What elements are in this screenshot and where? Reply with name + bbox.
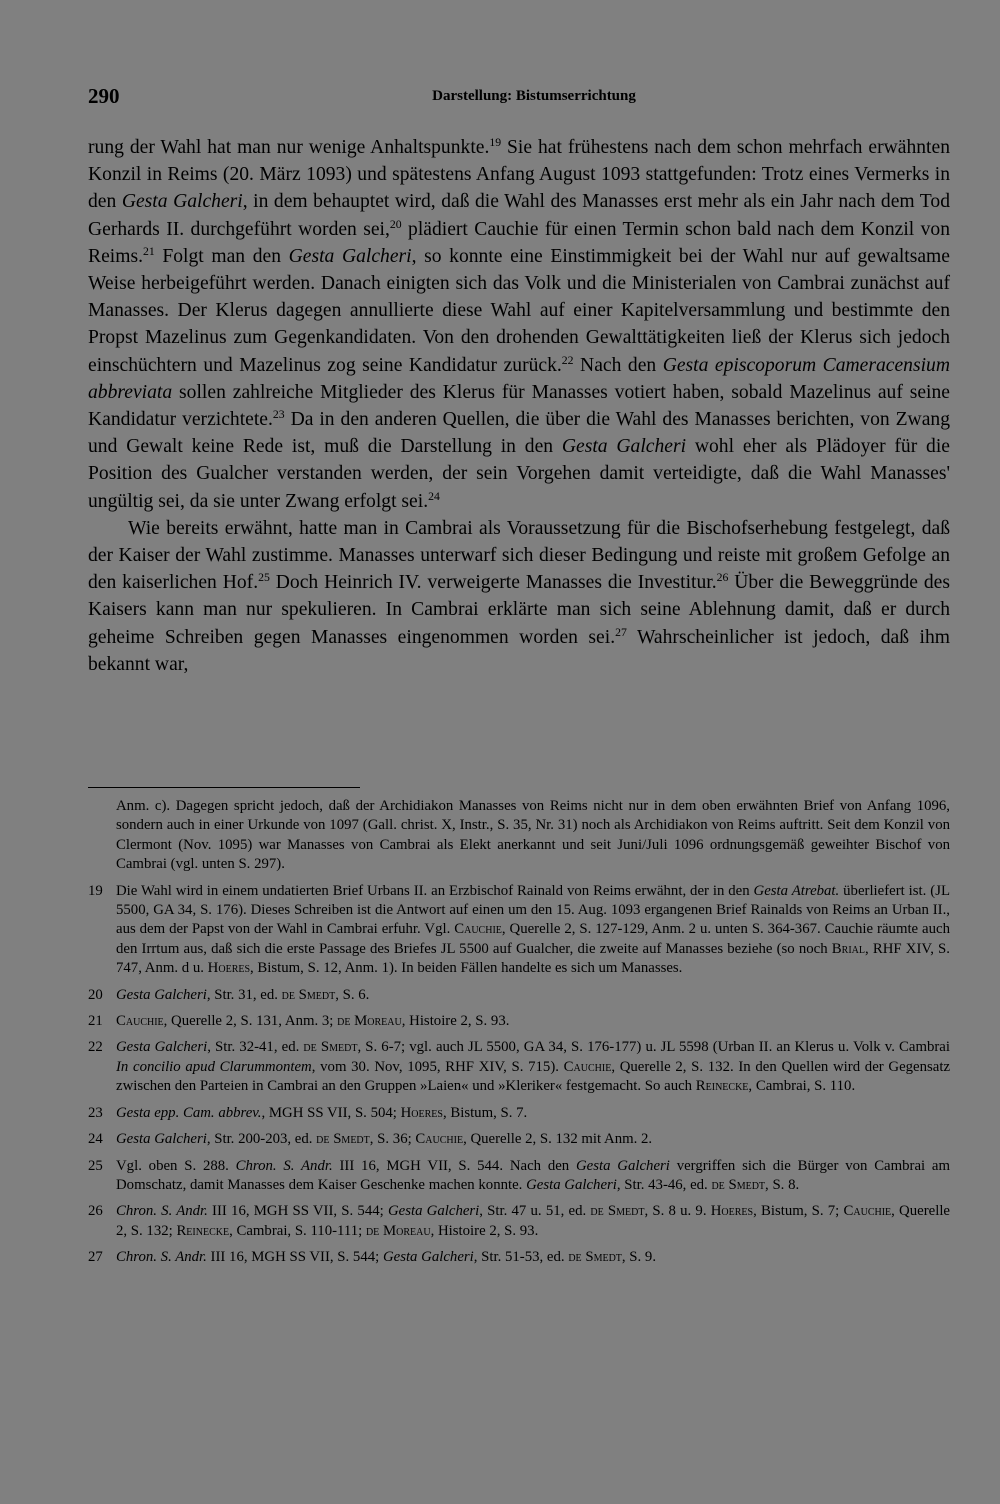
footnote-ref: 24 [428,489,440,503]
text-run: Folgt man den [154,245,289,267]
footnote-ref: 27 [615,625,627,639]
text-run: Sie hat frühestens nach dem schon mehrfach erwähnten Konzil in Reims (20. März 1093) und spätestens Anfang August 1093 stattgefunden: Trotz eines Vermerks in den [88,137,950,213]
paragraph [88,515,950,678]
footnote-25: 25 Vgl. oben S. 288. Chron. S. Andr. III 16, MGH VII, S. 544. Nach den Gesta Galcheri vergriffen sich die Bürger von Cambrai am Domschatz, damit Manasses dem Kaiser Geschenke machen konnte. Gesta Galcheri, Str. 43-46, ed. de Smedt, S. 8. [88,1157,951,1193]
text-run: plädiert Cauchie für einen Termin schon bald nach dem Konzil von Reims. [88,218,950,267]
text-run: rung der Wahl hat man nur wenige Anhaltspunkte. [88,137,490,158]
text-run: , so konnte eine Einstimmigkeit bei der Wahl nur auf gewaltsame Weise herbeigeführt werden. Danach einigten sich das Volk und die Ministerialen von Cambrai zunächst auf Manasses. Der Klerus dagegen annullierte diese Wahl auf einer Kapitelversammlung und bestimmte den Propst Mazelinus zum Gegenkandidaten. Von den drohenden Gewalttätigkeiten ließ der Klerus sich jedoch einschüchtern und Mazelinus zog seine Kandidatur zurück. [88,245,950,376]
text-run: Über die Beweggründe des Kaisers kann man nur spekulieren. In Cambrai erklärte man sich seine Ablehnung damit, daß er durch geheime Schreiben gegen Manasses eingenommen worden sei. [88,572,950,648]
footnote-number: 24 [88,1131,103,1148]
footnote-21: 21 Cauchie, Querelle 2, S. 131, Anm. 3; de Moreau, Histoire 2, S. 93. [88,1012,950,1031]
footnote-ref: 23 [272,407,285,421]
footnote-ref: 20 [389,217,402,231]
running-title: Darstellung: Bistumserrichtung [432,88,636,104]
italic-title: Gesta Galcheri [121,191,243,213]
footnote-number: 20 [88,986,103,1003]
footnote-22: 22 Gesta Galcheri, Str. 32-41, ed. de Smedt, S. 6-7; vgl. auch JL 5500, GA 34, S. 176-177) u. JL 5598 (Urban II. an Klerus u. Volk v. Cambrai In concilio apud Clarummontem, vom 30. Nov, 1095, RHF XIV, S. 715). Cauchie, Querelle 2, S. 132. In den Quellen wird der Gegensatz zwischen den Parteien in Cambrai an den Gruppen »Laien« und »Kleriker« festgemacht. So auch Reinecke, Cambrai, S. 110. [88,1039,951,1095]
footnote-ref: 22 [561,353,574,367]
footnotes [88,797,950,1275]
italic-title: Gesta episcoporum Cameracensium abbreviata [88,354,950,403]
paragraph [88,134,950,515]
footnote-number: 21 [88,1013,103,1030]
footnote-24: 24 Gesta Galcheri, Str. 200-203, ed. de Smedt, S. 36; Cauchie, Querelle 2, S. 132 mit Anm. 2. [88,1130,950,1149]
text-run: sollen zahlreiche Mitglieder des Klerus für Manasses votiert haben, sobald Mazelinus auf seine Kandidatur verzichtete. [88,381,950,431]
text-run: wohl eher als Plädoyer für die Position des Gualcher verstanden werden, der sein Vorgehen damit verteidigte, daß die Wahl Manasses' ungültig sei, da sie unter Zwang erfolgt sei. [88,436,950,512]
footnote-ref: 21 [142,244,155,258]
footnote-ref: 19 [489,135,502,149]
footnote-20: 20 Gesta Galcheri, Str. 31, ed. de Smedt, S. 6. [88,986,950,1005]
footnote-27: 27 Chron. S. Andr. III 16, MGH SS VII, S. 544; Gesta Galcheri, Str. 51-53, ed. de Smedt, S. 9. [88,1248,950,1267]
footnote-number: 23 [88,1104,103,1121]
footnote-number: 26 [88,1203,103,1220]
footnote-19: 19 Die Wahl wird in einem undatierten Brief Urbans II. an Erzbischof Rainald von Reims erwähnt, der in den Gesta Atrebat. überliefert ist. (JL 5500, GA 34, S. 176). Dieses Schreiben ist die Antwort auf einen um den 15. Aug. 1093 ergangenen Brief Rainalds von Reims an Urban II., aus dem der Papst von der Wahl in Cambrai erfuhr. Vgl. Cauchie, Querelle 2, S. 127-129, Anm. 2 u. unten S. 364-367. Cauchie räumte auch den Irrtum aus, daß sich die erste Passage des Briefes JL 5500 auf Gualcher, die zweite auf Manasses beziehe (so noch Brial, RHF XIV, S. 747, Anm. d u. Hoeres, Bistum, S. 12, Anm. 1). In beiden Fällen handelte es sich um Manasses. [88,882,950,977]
page-header [88,84,950,114]
footnote-23: 23 Gesta epp. Cam. abbrev., MGH SS VII, S. 504; Hoeres, Bistum, S. 7. [88,1104,950,1123]
italic-title: Gesta Galcheri [288,245,412,267]
footnote-continuation: Anm. c). Dagegen spricht jedoch, daß der Archidiakon Manasses von Reims nicht nur in dem oben erwähnten Brief von Anfang 1096, sondern auch in einer Urkunde von 1097 (Gall. christ. X, Instr., S. 35, Nr. 31) noch als Archidiakon von Reims auftritt. Seit dem Konzil von Clermont (Nov. 1095) war Manasses von Cambrai als Elekt anerkannt und seit Juni/Juli 1096 ordnungsgemäß geweihter Bischof von Cambrai (vgl. unten S. 297). [116,798,950,873]
footnote-number: 19 [88,882,103,899]
footnote-divider [88,787,360,788]
text-run: Da in den anderen Quellen, die über die Wahl des Manasses berichten, von Zwang und Gewalt keine Rede ist, muß die Darstellung in den [88,409,950,458]
footnote-number: 27 [88,1249,103,1266]
footnote-number: 25 [88,1157,103,1174]
page-number: 290 [88,84,120,108]
footnote-ref: 25 [258,571,270,585]
footnote-ref: 26 [716,571,729,585]
footnote-number: 22 [88,1039,103,1056]
text-run: Doch Heinrich IV. verweigerte Manasses die Investitur. [269,572,717,594]
text-run: Nach den [573,354,663,376]
text-run: Wahrscheinlicher ist jedoch, daß ihm bekannt war, [88,626,951,675]
italic-title: Gesta Galcheri [561,436,687,458]
footnote-26: 26 Chron. S. Andr. III 16, MGH SS VII, S. 544; Gesta Galcheri, Str. 47 u. 51, ed. de Smedt, S. 8 u. 9. Hoeres, Bistum, S. 7; Cauchie, Querelle 2, S. 132; Reinecke, Cambrai, S. 110-111; de Moreau, Histoire 2, S. 93. [88,1203,950,1239]
main-text [88,134,950,678]
text-run: Wie bereits erwähnt, hatte man in Cambrai als Voraussetzung für die Bischofserhebung festgelegt, daß der Kaiser der Wahl zustimme. Manasses unterwarf sich dieser Bedingung und reiste mit großem Gefolge an den kaiserlichen Hof. [88,517,950,594]
text-run: , in dem behauptet wird, daß die Wahl des Manasses erst mehr als ein Jahr nach dem Tod Gerhards II. durchgeführt worden sei, [88,191,950,240]
